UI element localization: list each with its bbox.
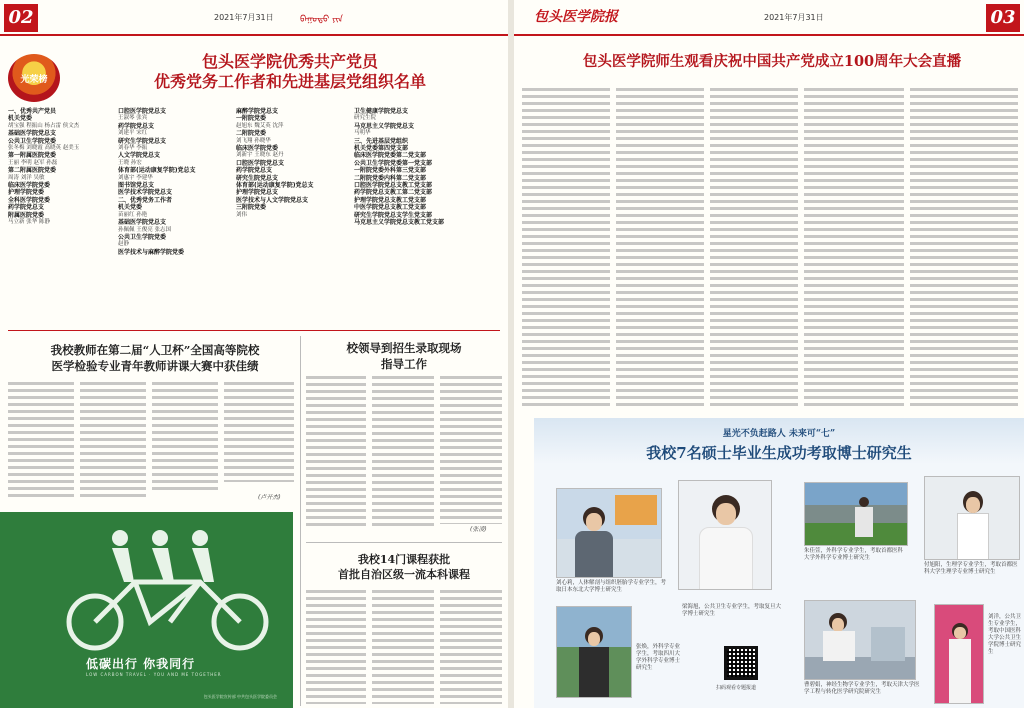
name-list-entry: 一附院党委外科第三党支部 [354,167,427,175]
name-list-entry: 护理学院党总支 [236,189,279,197]
article-body-column [80,382,146,500]
name-list-entry: 王晓 孙宏 [118,159,142,166]
article-title-ceremony: 包头医学院师生观看庆祝中国共产党成立100周年大会直播 [582,53,962,70]
name-list-column-2 [118,108,230,256]
qr-caption: 扫码观看专题报道 [716,685,757,691]
page-number: 03 [986,4,1020,32]
name-list-entry: 药学院党总支教工第二党支部 [354,189,433,197]
article-body-column [8,382,74,500]
name-list-entry: 孙佩佩 王俊亮 张志国 [118,226,171,233]
photo-caption: 刘心莉，人体解剖与组织胚胎学专业学生，考取日本东北大学博士研究生 [556,580,667,593]
issue-date: 2021年7月31日 [214,13,274,22]
article-body-column [224,382,294,482]
name-list-entry: 机关党委 [8,115,33,123]
student-photo [556,488,662,578]
section-divider [306,542,502,543]
name-list-entry: 刘伟 [236,211,248,218]
name-list-entry: 公共卫生学院党委 [118,233,167,241]
article-body-column [152,382,218,492]
title-line-1: 包头医学院优秀共产党员 [201,52,378,71]
name-list-entry: 二附院党委 [236,130,267,138]
name-list-entry: 护理学院党委 [8,189,45,197]
photo-caption: 张焕，外科学专业学生，考取四川大学外科学专业博士研究生 [636,644,681,671]
name-list-entry: 苗丽红 孙艳 [118,211,148,218]
name-list-column-3 [236,108,348,219]
name-list-entry: 医学技术与人文学院党总支 [236,196,309,204]
article-body-column [440,376,502,524]
article-body-column [710,88,798,408]
name-list-entry: 马立新 张华 陈静 [8,219,50,226]
name-list-entry: 研究生学院党总支 [118,137,167,145]
article-byline: (张凌) [470,526,487,533]
article-body-column [804,88,904,408]
student-photo [804,600,916,680]
article-body-column [910,88,1018,408]
title-line-2: 指导工作 [381,357,427,371]
name-list-entry: 药学院党总支 [8,204,45,212]
feature-title: 我校7名硕士毕业生成功考取博士研究生 [646,444,912,462]
name-list-entry: 药学院党总支 [118,122,155,130]
tandem-bicycle-icon [0,512,293,662]
name-list-entry: 研究生院党总支 [236,174,279,182]
name-list-entry: 麻醉学院党总支 [236,108,279,115]
name-list-entry: 卫生健康学院党总支 [354,108,409,115]
name-list-entry: 口腔医学院党总支 [236,159,285,167]
article-body-column [372,376,434,526]
name-list-entry: 刘建平 宋红 [118,130,148,137]
article-body-column [306,376,366,526]
name-list-entry: 一、优秀共产党员 [8,108,57,115]
name-list-entry: 机关党委 [118,204,143,212]
name-list-entry: 附属医院党委 [8,211,45,219]
name-list-entry: 体育部(运动康复学院)党总支 [118,167,196,175]
photo-caption: 刘洋，公共卫生专业学生，考取中国医科大学公共卫生学院博士研究生 [988,614,1022,655]
student-photo [924,476,1020,560]
photo-caption: 梁海旭，公共卫生专业学生，考取复旦大学博士研究生 [682,604,782,617]
article-title-admissions [306,340,502,372]
article-body-column [616,88,704,408]
article-title-teacher-contest [10,342,300,374]
name-list-entry: 公共卫生学院党委第一党支部 [354,159,433,167]
name-list-entry: 二、优秀党务工作者 [118,196,173,204]
name-list-entry: 刘新宇 王晓东 赵丹 [236,152,284,159]
name-list-entry: 马克思主义学院党总支 [354,122,415,130]
student-photo [556,606,632,698]
photo-caption: 朱佳萱，外科学专业学生，考取首都医科大学外科学专业博士研究生 [804,548,904,561]
name-list-entry: 口腔医学院党总支教工党支部 [354,182,433,190]
column-divider [300,336,301,706]
ad-footer: 包头医学院宣传部 中共包头医学院委员会 [203,694,277,699]
student-photo [934,604,984,704]
student-photo [804,482,908,546]
mongolian-title: ᠪᠠᠭᠤᠲᠤ ᠶᠢᠨ [300,15,344,25]
name-list-entry: 医学技术与麻醉学院党委 [118,248,185,256]
title-line-1: 校领导到招生录取现场 [346,341,462,355]
name-list-entry: 三附院党委 [236,204,267,212]
name-list-entry: 刘飞翔 孙晓华 [236,137,271,144]
page-number: 02 [4,4,38,32]
name-list-entry: 第二附属医院党委 [8,167,57,175]
ad-subtitle: LOW CARBON TRAVEL · YOU AND ME TOGETHER [86,672,222,677]
photo-caption: 曹碧娟，神经生物学专业学生，考取天津大学医学工程与转化医学研究院研究生 [804,682,920,695]
left-newspaper-page [0,0,508,708]
name-list-entry: 周涛 刘洋 吴敏 [8,174,45,181]
name-list-entry: 马明华 [354,130,371,137]
name-list-entry: 王淑琴 张宾 [118,115,148,122]
name-list-entry: 体育部(运动康复学院)党总支 [236,182,314,190]
name-list-entry: 一附院党委 [236,115,267,123]
title-line-1: 我校14门课程获批 [357,553,451,566]
low-carbon-ad [0,512,293,708]
name-list-entry: 临床医学院党委 [236,145,279,153]
student-photo [678,480,772,590]
article-byline: (卢开杰) [258,494,281,501]
name-list-entry: 刘惠宇 李建华 [118,174,153,181]
section-divider [8,330,500,331]
name-list-entry: 二附院党委内科第二党支部 [354,174,427,182]
name-list-entry: 第一附属医院党委 [8,152,57,160]
article-body-column [522,88,610,408]
newspaper-masthead: 包头医学院报 [534,9,618,25]
name-list-entry: 人文学院党总支 [118,152,161,160]
name-list-entry: 中医学院党总支教工党支部 [354,204,427,212]
name-list-entry: 机关党委第四党支部 [354,145,409,153]
name-list-entry: 基础医学院党总支 [118,219,167,227]
title-line-1: 我校教师在第二届“人卫杯”全国高等院校 [50,343,260,357]
name-list-entry: 临床医学院党委第二党支部 [354,152,427,160]
article-body-column [306,590,366,704]
name-list-entry: 全科医学院党委 [8,196,51,204]
name-list-entry: 公共卫生学院党委 [8,137,57,145]
photo-caption: 付旭阳，生理学专业学生，考取首都医科大学生理学专业博士研究生 [924,562,1018,575]
name-list-entry: 赵旭东 魏艾英 沈萍 [236,122,284,129]
issue-date: 2021年7月31日 [764,13,824,22]
title-line-2: 优秀党务工作者和先进基层党组织名单 [153,72,426,91]
article-body-column [372,590,434,704]
name-list-entry: 刘春华 李振 [118,145,148,152]
phd-feature-block [534,418,1024,708]
name-list-entry: 基础医学院党总支 [8,130,57,138]
name-list-entry: 口腔医学院党总支 [118,108,167,115]
name-list-entry: 三、先进基层党组织 [354,137,409,145]
name-list-entry: 药学院党总支 [236,167,273,175]
name-list-entry: 护理学院党总支教工党支部 [354,196,427,204]
qr-code-icon[interactable] [724,646,758,680]
ad-slogan: 低碳出行 你我同行 [86,657,196,671]
name-list-entry: 临床医学院党委 [8,182,51,190]
name-list-entry: 胡宝强 程振山 杨占雷 侯文杰 [8,122,80,129]
right-newspaper-page [514,0,1024,708]
name-list-entry: 图书馆党总支 [118,182,155,190]
article-title-courses [306,552,502,582]
article-body-column [440,590,502,704]
page-header [514,0,1024,36]
name-list-entry: 研究生院 [354,115,377,122]
name-list-entry: 马克思主义学院党总支教工党支部 [354,219,445,227]
name-list-column-1 [8,108,118,227]
name-list-entry: 研究生学院党总支学生党支部 [354,211,433,219]
badge-label: 光荣榜 [20,75,48,85]
name-list-entry: 医学技术学院党总支 [118,189,173,197]
article-title-honor-list [90,52,490,92]
feature-kicker: 星光不负赶路人 未来可“七” [722,429,836,439]
name-list-entry: 张冬梅 刘晓霞 高晓英 赵美玉 [8,145,80,152]
name-list-entry: 王丽 李明 赵军 孙磊 [8,159,58,166]
title-line-2: 医学检验专业青年教师讲课大赛中获佳绩 [51,359,259,373]
page-header [0,0,508,36]
title-line-2: 首批自治区级一流本科课程 [338,568,470,581]
name-list-entry: 赵静 [118,241,130,248]
name-list-column-4 [354,108,504,227]
